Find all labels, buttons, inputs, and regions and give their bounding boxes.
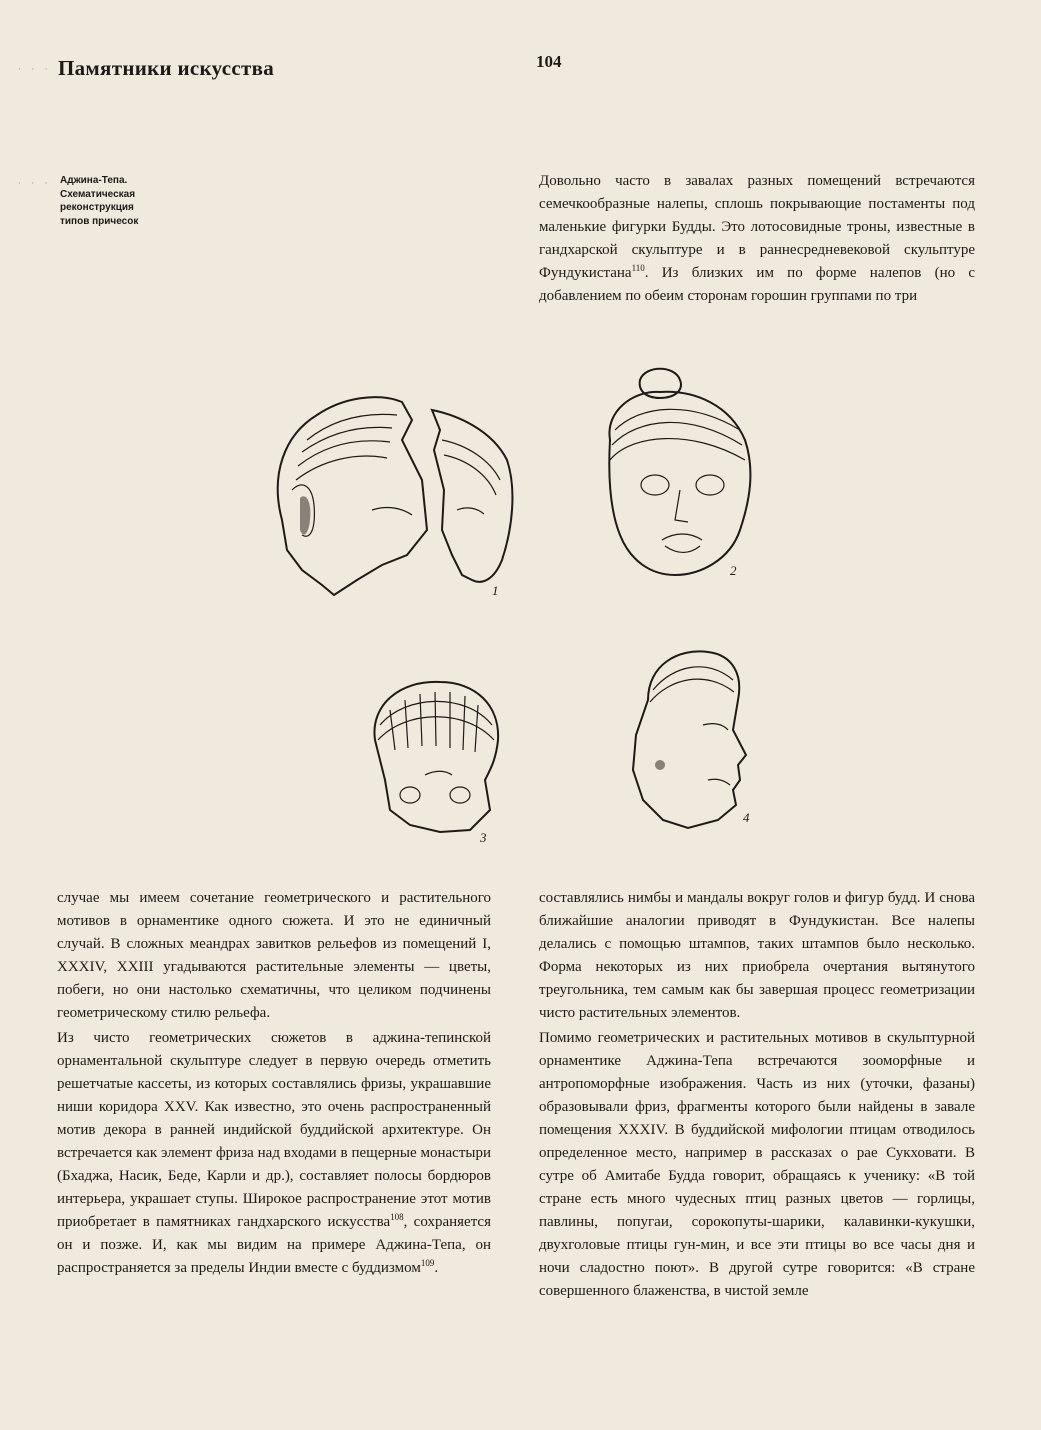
head-1-drawing [262, 380, 522, 630]
paragraph [57, 1027, 491, 1280]
text-span: Из чисто геометрических сюжетов в аджина-тепинской орнаментальной скульптуре следует в первую очередь отметить решетчатые кассеты, из которых составлялись фризы, украшавшие ниши коридора XXV. Как известно, это очень распространенный мотив декора в ранней индийской буддийской архитектуре. Он встречается как элемент фриза над входами в пещерные монастыри (Бхаджа, Насик, Беде, Карли и др.), составляет полосы бордюров интерьера, украшает ступы. Широкое распространение этот мотив приобретает в памятниках гандхарского искусства [57, 1030, 491, 1230]
figure-head-4 [608, 640, 768, 840]
caption-line: типов причесок [60, 215, 139, 227]
text-span: , сохраняется он и позже. И, как мы видим на примере Аджина-Тепа, он распространяется за пределы Индии вместе с буддизмом [57, 1214, 491, 1276]
figure-label-1: 1 [492, 583, 499, 598]
paragraph: случае мы имеем сочетание геометрического и растительного мотивов в орнаментике одного сюжета. И это не единичный случай. В сложных меандрах завитков рельефов из помещений I, XXXIV, XXIII угадываются растительные элементы — цветы, побеги, но они настолько схематичны, что целиком подчинены геометрическому стилю рельефа. [57, 890, 491, 1021]
paragraph: Помимо геометрических и растительных мотивов в скульптурной орнаментике Аджина-Тепа встречаются зооморфные и антропоморфные изображения. Часть из них (уточки, фазаны) образовывали фриз, фрагменты которого были найдены в завале помещения XXXIV. В буддийской мифологии птицам отводилось определенное место, например в рассказах о рае Сукховати. В сутре об Амитабе Будда говорит, обращаясь к ученику: «В той стране есть много чудесных птиц разных цветов — горлицы, павлины, попугаи, сорокопуты-шарики, калавинки-кукушки, двухголовые птицы гун-мин, и все эти птицы во все часы дня и ночи сладостно поют». В другой сутре говорится: «В стране совершенного блаженства, в чистой земле [539, 1030, 975, 1299]
page-number: 104 [536, 52, 562, 71]
head-3-drawing [360, 670, 510, 850]
caption-line: реконструкция [60, 202, 134, 213]
text-span: . Из близких им по форме налепов (но с добавлением по обеим сторонам горошин группами по три [539, 265, 975, 304]
footnote-ref: 109 [420, 1258, 435, 1268]
paragraph: составлялись нимбы и мандалы вокруг голов и фигур будд. И снова ближайшие аналогии приводят в Фундукистан. Все налепы делались с помощью штампов, таких штампов было несколько. Форма некоторых из них приобрела очертания вытянутого треугольника, тем самым как бы завершая процесс геометризации чисто растительных элементов. [539, 890, 975, 1021]
caption-margin-dots: · · · [18, 178, 52, 188]
figure-caption [60, 174, 165, 228]
footnote-ref: 110 [631, 263, 645, 273]
head-4-drawing [608, 640, 768, 840]
margin-dots: · · · [18, 64, 52, 74]
text-span: Довольно часто в завалах разных помещений встречаются семечкообразные налепы, сплошь покрывающие постаменты под маленькие фигурки Будды. Это лотосовидные троны, известные в гандхарской скульптуре и в раннесредневековой скульптуре Фундукистана [539, 173, 975, 281]
caption-line: Схематическая [60, 188, 136, 200]
figure-label-3: 3 [480, 830, 487, 845]
figure-label-4: 4 [743, 810, 750, 825]
footnote-ref: 108 [390, 1212, 404, 1222]
running-title: Памятники искусства [58, 56, 275, 80]
caption-line: Аджина-Тепа. [60, 175, 128, 186]
head-2-drawing [580, 360, 780, 590]
figure-head-1 [262, 380, 522, 630]
figure-label-2: 2 [730, 563, 737, 578]
text-column-bottom-left [57, 887, 491, 1280]
text-column-bottom-right [539, 887, 975, 1303]
figure-head-2 [580, 360, 780, 590]
paragraph [539, 170, 975, 308]
figure-head-3 [360, 670, 510, 850]
text-column-top-right [539, 170, 975, 308]
text-span: . [434, 1260, 439, 1276]
